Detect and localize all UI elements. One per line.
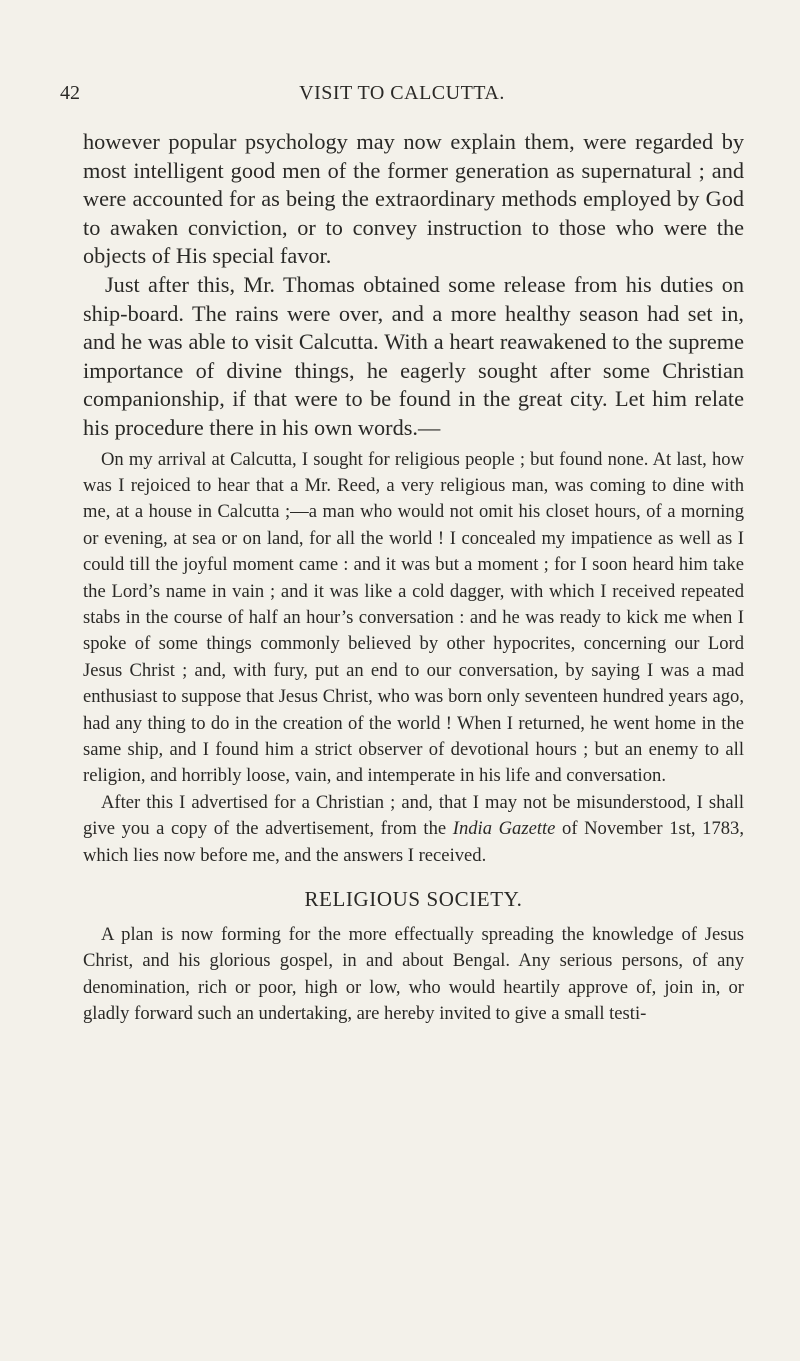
newspaper-title: India Gazette — [452, 818, 556, 840]
advertisement-text: A plan is now forming for the more effectually spreading the knowledge of Jesus Christ, and his glorious gospel, in and about Bengal. Any serious persons, of any denomination, rich or poor, high or low, who would heartily approve of, join in, or gladly forward such an undertaking, are hereby invited to give a small testi- — [83, 924, 744, 1025]
advertisement-heading: RELIGIOUS SOCIETY. — [304, 887, 523, 912]
quoted-letter — [83, 447, 744, 1028]
narrative-section — [83, 128, 744, 443]
quote-paragraph: On my arrival at Calcutta, I sought for religious people ; but found none. At last, how was I rejoiced to hear that a Mr. Reed, a very religious man, was coming to dine with me, at a house in Calcutta ;—a man who would not omit his closet hours, of a morning or evening, at sea or on land, for all the world ! I concealed my impatience as well as I could till the joyful moment came : and it was but a moment ; for I soon heard him take the Lord’s name in vain ; and it was like a cold dagger, with which I received repeated stabs in the course of half an hour’s conversation : and he was ready to kick me when I spoke of some things commonly believed by other hypocrites, concerning our Lord Jesus Christ ; and, with fury, put an end to our conversation, by saying I was a mad enthusiast to suppose that Jesus Christ, who was born only seventeen hundred years ago, had any thing to do in the creation of the world ! When I returned, he went home in the same ship, and I found him a strict observer of devotional hours ; but an enemy to all religion, and horribly loose, vain, and intemperate in his life and conversation. — [83, 448, 744, 787]
body-text — [83, 128, 744, 1028]
page-number: 42 — [60, 82, 80, 104]
page-header — [60, 82, 744, 110]
narrative-paragraph: Just after this, Mr. Thomas obtained some release from his duties on ship-board. The rains were over, and a more healthy season had set in, and he was able to visit Calcutta. With a heart reawakened to the supreme importance of divine things, he eagerly sought after some Christian companionship, if that were to be found in the great city. Let him relate his procedure there in his own words.— — [83, 271, 744, 440]
quote-text: After this I advertised for a Christian ; and, that I may not be misunderstood, I shall give you a copy of the advertisement, from the — [83, 791, 744, 840]
running-head: VISIT TO CALCUTTA. — [299, 82, 505, 104]
narrative-paragraph-continued: however popular psychology may now explain them, were regarded by most intelligent good men of the former generation as supernatural ; and were accounted for as being the extraordinary methods employed by God to awaken conviction, or to convey instruction to those who were the objects of His special favor. — [83, 129, 744, 269]
quote-paragraph — [83, 790, 744, 869]
quote-text: of November 1st, 1783, which lies now before me, and the answers I received. — [83, 818, 744, 866]
